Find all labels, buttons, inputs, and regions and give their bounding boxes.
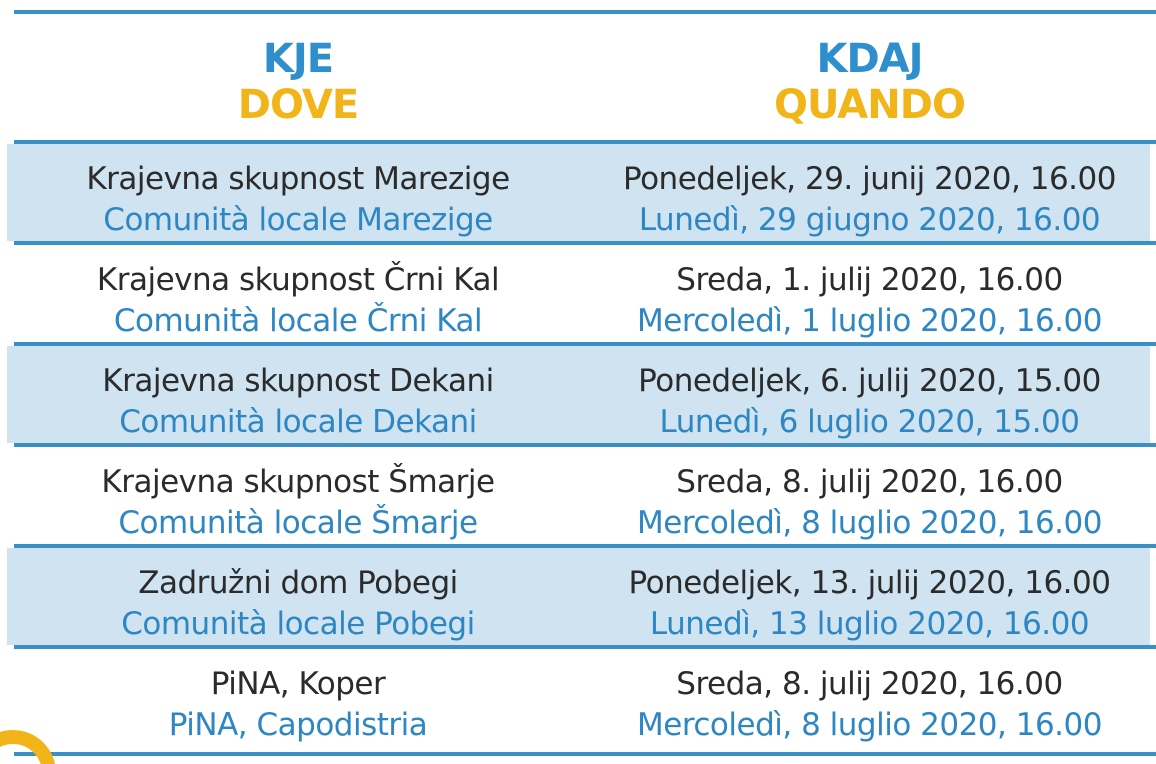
place-slovene: Krajevna skupnost Marezige	[86, 161, 510, 197]
header-where-primary: KJE	[262, 36, 334, 82]
table-row	[7, 649, 1150, 746]
date-cell	[589, 361, 1150, 443]
place-slovene: Zadružni dom Pobegi	[138, 565, 458, 601]
place-cell	[7, 563, 589, 645]
place-slovene: Krajevna skupnost Šmarje	[101, 464, 495, 500]
header-when	[589, 36, 1150, 128]
date-slovene: Ponedeljek, 13. julij 2020, 16.00	[628, 565, 1111, 601]
date-cell	[589, 462, 1150, 544]
place-italian: PiNA, Capodistria	[168, 707, 428, 743]
date-cell	[589, 563, 1150, 645]
header-where-secondary: DOVE	[237, 82, 359, 128]
place-cell	[7, 159, 589, 241]
bottom-rule	[14, 752, 1156, 756]
date-italian: Lunedì, 29 giugno 2020, 16.00	[638, 202, 1101, 238]
table-header	[7, 14, 1150, 141]
table-row	[7, 245, 1150, 342]
date-slovene: Ponedeljek, 6. julij 2020, 15.00	[638, 363, 1101, 399]
place-slovene: PiNA, Koper	[210, 666, 386, 702]
place-italian: Comunità locale Marezige	[103, 202, 493, 238]
place-cell	[7, 462, 589, 544]
table-row	[7, 346, 1150, 443]
date-italian: Lunedì, 13 luglio 2020, 16.00	[649, 606, 1090, 642]
date-cell	[589, 664, 1150, 746]
date-slovene: Ponedeljek, 29. junij 2020, 16.00	[623, 161, 1116, 197]
table-row	[7, 447, 1150, 544]
table-row	[7, 144, 1150, 241]
date-slovene: Sreda, 8. julij 2020, 16.00	[676, 666, 1063, 702]
date-slovene: Sreda, 8. julij 2020, 16.00	[676, 464, 1063, 500]
place-italian: Comunità locale Črni Kal	[113, 303, 483, 339]
date-cell	[589, 159, 1150, 241]
date-italian: Lunedì, 6 luglio 2020, 15.00	[659, 404, 1080, 440]
place-italian: Comunità locale Dekani	[119, 404, 477, 440]
date-cell	[589, 260, 1150, 342]
place-slovene: Krajevna skupnost Črni Kal	[96, 262, 500, 298]
place-italian: Comunità locale Šmarje	[118, 505, 478, 541]
date-italian: Mercoledì, 1 luglio 2020, 16.00	[637, 303, 1102, 339]
place-slovene: Krajevna skupnost Dekani	[102, 363, 494, 399]
place-cell	[7, 260, 589, 342]
date-italian: Mercoledì, 8 luglio 2020, 16.00	[637, 707, 1102, 743]
date-italian: Mercoledì, 8 luglio 2020, 16.00	[637, 505, 1102, 541]
header-when-primary: KDAJ	[816, 36, 923, 82]
header-when-secondary: QUANDO	[774, 82, 965, 128]
date-slovene: Sreda, 1. julij 2020, 16.00	[676, 262, 1063, 298]
place-cell	[7, 664, 589, 746]
table-row	[7, 548, 1150, 645]
place-italian: Comunità locale Pobegi	[121, 606, 475, 642]
header-where	[7, 36, 589, 128]
place-cell	[7, 361, 589, 443]
